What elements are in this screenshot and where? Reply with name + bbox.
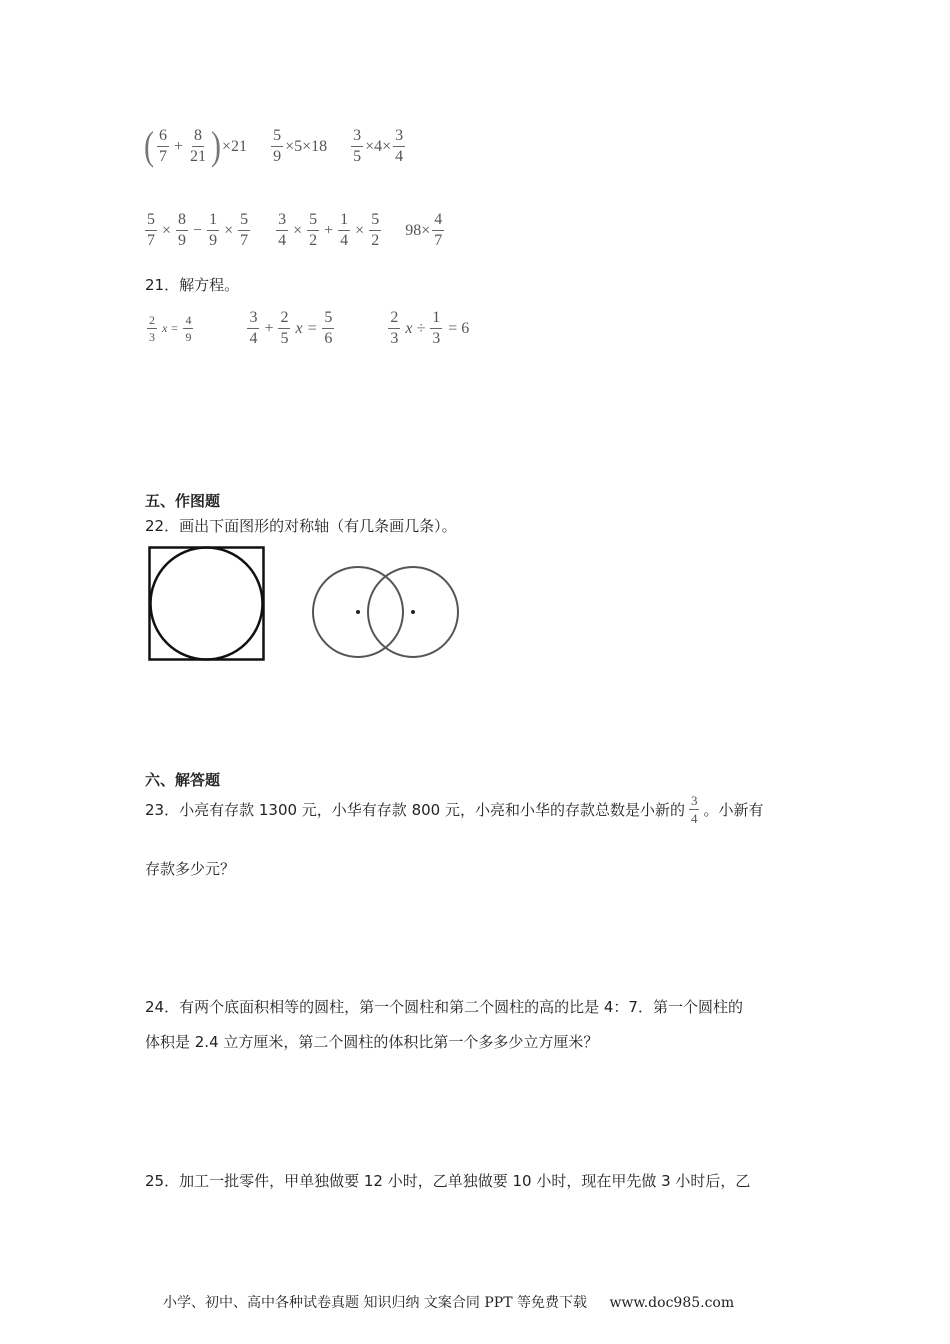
fraction: $\frac{1}{4}$	[340, 211, 349, 249]
fraction: $\frac{2}{5}$	[280, 309, 289, 347]
fraction: $\frac{5}{6}$	[324, 309, 333, 347]
question-23-line-1: 23．小亮有存款 1300 元，小华有存款 800 元，小亮和小华的存款总数是小新的 $\frac{3}{4}$ 。小新有	[145, 793, 764, 826]
footer-text: 小学、初中、高中各种试卷真题 知识归纳 文案合同 PPT 等免费下载	[163, 1295, 587, 1311]
fraction: $\frac{6}{7}$	[159, 127, 167, 165]
fraction: $\frac{4}{9}$	[185, 313, 192, 344]
fraction: $\frac{5}{9}$	[273, 127, 282, 165]
question-24-line-2: 体积是 2.4 立方厘米，第二个圆柱的体积比第一个多多少立方厘米？	[145, 1033, 599, 1051]
fraction: $\frac{5}{7}$	[147, 211, 155, 249]
question-25-line-1: 25．加工一批零件，甲单独做要 12 小时，乙单独做要 10 小时，现在甲先做 3 小时后，乙	[145, 1172, 751, 1190]
question-21-label: 21．解方程。	[145, 276, 240, 294]
expression-3: $\frac{3}{5}$ ×4× $\frac{3}{4}$	[353, 127, 404, 165]
section-5-title: 五、作图题	[145, 492, 221, 510]
fraction: $\frac{5}{7}$	[240, 211, 249, 249]
fraction: $\frac{4}{7}$	[434, 211, 443, 249]
equation-3: $\frac{2}{3}$ x ÷ $\frac{1}{3}$ = 6	[390, 309, 470, 347]
fraction: $\frac{5}{2}$	[371, 211, 380, 249]
expression-2: $\frac{5}{9}$ ×5×18	[273, 127, 328, 165]
two-overlapping-circles-figure	[310, 541, 462, 663]
inscribed-circle	[151, 548, 263, 660]
square-with-circle-figure	[148, 546, 266, 662]
section-6-title: 六、解答题	[145, 771, 221, 789]
close-paren: )	[211, 123, 222, 169]
expression-5: $\frac{3}{4}$ × $\frac{5}{2}$ + $\frac{1}{4}$ × $\frac{5}{2}$	[278, 211, 380, 249]
calc-row-1	[143, 123, 407, 169]
equation-2: $\frac{3}{4}$ + $\frac{2}{5}$ x = $\frac{5}{6}$	[249, 309, 333, 347]
fraction: $\frac{2}{3}$	[390, 309, 399, 347]
fraction: $\frac{3}{4}$	[249, 309, 258, 347]
expression-6: 98× $\frac{4}{7}$	[405, 211, 443, 249]
footer-url[interactable]: www.doc985.com	[609, 1295, 735, 1311]
open-paren: (	[144, 123, 154, 169]
expression-1: ( $\frac{6}{7}$ + $\frac{8}{21}$ ) ×21	[144, 123, 248, 169]
calc-row-2	[143, 212, 446, 249]
equation-row	[145, 310, 469, 347]
fraction: $\frac{8}{9}$	[178, 211, 187, 249]
question-24-line-1: 24．有两个底面积相等的圆柱，第一个圆柱和第二个圆柱的高的比是 4：7．第一个圆柱的	[145, 998, 743, 1016]
fraction: $\frac{3}{5}$	[353, 127, 362, 165]
question-22-label: 22．画出下面图形的对称轴（有几条画几条）。	[145, 517, 457, 535]
fraction: $\frac{1}{3}$	[432, 309, 441, 347]
fraction: $\frac{2}{3}$	[149, 313, 155, 344]
fraction: $\frac{8}{21}$	[190, 127, 207, 165]
expression-4: $\frac{5}{7}$ × $\frac{8}{9}$ − $\frac{1}{9}$ × $\frac{5}{7}$	[147, 211, 249, 249]
footer	[163, 1292, 734, 1312]
fraction: $\frac{5}{2}$	[309, 211, 318, 249]
fraction: $\frac{3}{4}$	[395, 127, 404, 165]
equation-1: $\frac{2}{3}$ x = $\frac{4}{9}$	[149, 313, 192, 344]
left-center-dot	[356, 610, 360, 614]
right-center-dot	[411, 610, 415, 614]
question-23-line-2: 存款多少元？	[145, 860, 236, 878]
fraction-three-quarters: $\frac{3}{4}$	[690, 793, 698, 826]
fraction: $\frac{3}{4}$	[278, 211, 287, 249]
fraction: $\frac{1}{9}$	[209, 211, 218, 249]
